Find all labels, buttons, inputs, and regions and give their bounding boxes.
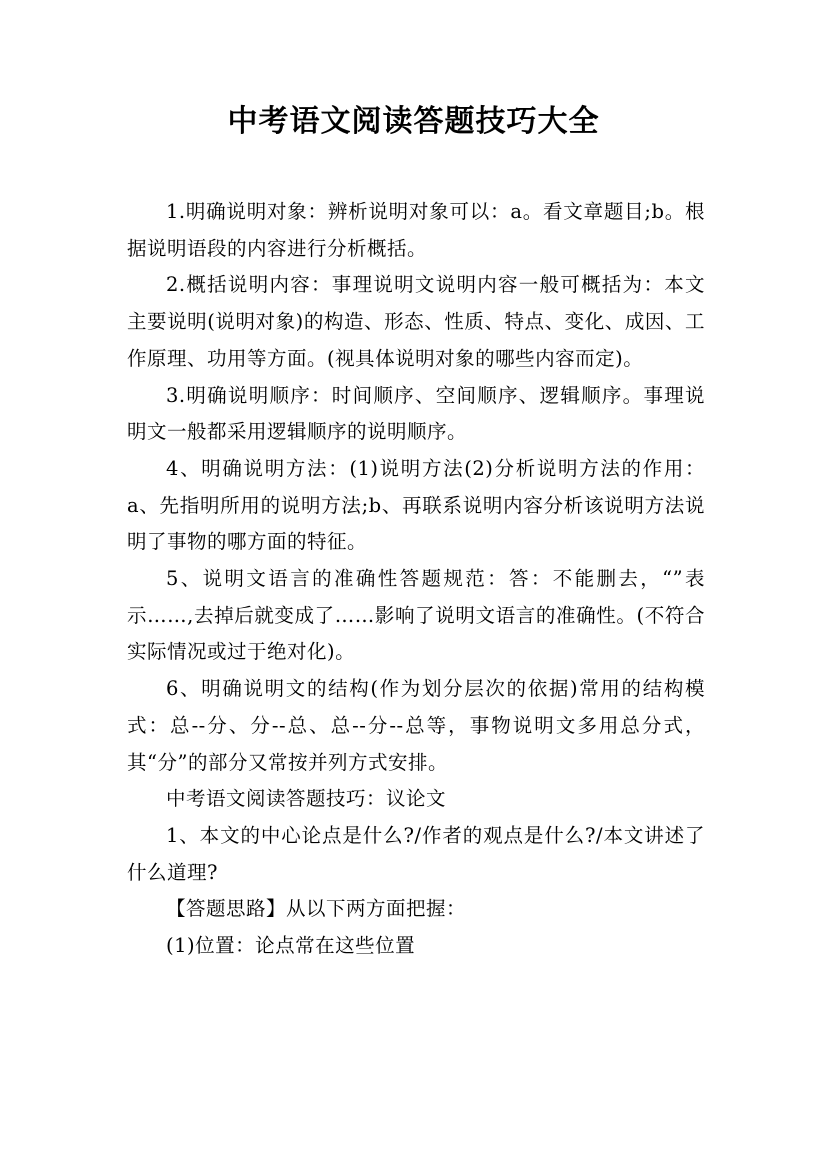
paragraph-3: 3.明确说明顺序：时间顺序、空间顺序、逻辑顺序。事理说明文一般都采用逻辑顺序的说明顺序。 — [127, 383, 705, 444]
document-title: 中考语文阅读答题技巧大全 — [227, 104, 600, 139]
section-heading: 中考语文阅读答题技巧：议论文 — [166, 787, 447, 811]
paragraph-9: (1)位置：论点常在这些位置 — [166, 934, 416, 958]
paragraph-6: 6、明确说明文的结构(作为划分层次的依据)常用的结构模式：总--分、分--总、总--分--总等，事物说明文多用总分式，其“分”的部分又常按并列方式安排。 — [127, 677, 705, 774]
paragraph-7: 1、本文的中心论点是什么?/作者的观点是什么?/本文讲述了什么道理? — [127, 823, 705, 884]
paragraph-8: 【答题思路】从以下两方面把握： — [166, 897, 467, 921]
paragraph-4: 4、明确说明方法：(1)说明方法(2)分析说明方法的作用：a、先指明所用的说明方法;b、再联系说明内容分析该说明方法说明了事物的哪方面的特征。 — [127, 456, 705, 554]
paragraph-2: 2.概括说明内容：事理说明文说明内容一般可概括为：本文主要说明(说明对象)的构造、形态、性质、特点、变化、成因、工作原理、功用等方面。(视具体说明对象的哪些内容而定)。 — [127, 273, 705, 370]
paragraph-1: 1.明确说明对象：辨析说明对象可以：a。看文章题目;b。根据说明语段的内容进行分析概括。 — [127, 200, 705, 260]
document-body — [127, 194, 705, 965]
paragraph-5: 5、说明文语言的准确性答题规范：答：不能删去，“”表示……,去掉后就变成了……影响了说明文语言的准确性。(不符合实际情况或过于绝对化)。 — [127, 567, 705, 664]
